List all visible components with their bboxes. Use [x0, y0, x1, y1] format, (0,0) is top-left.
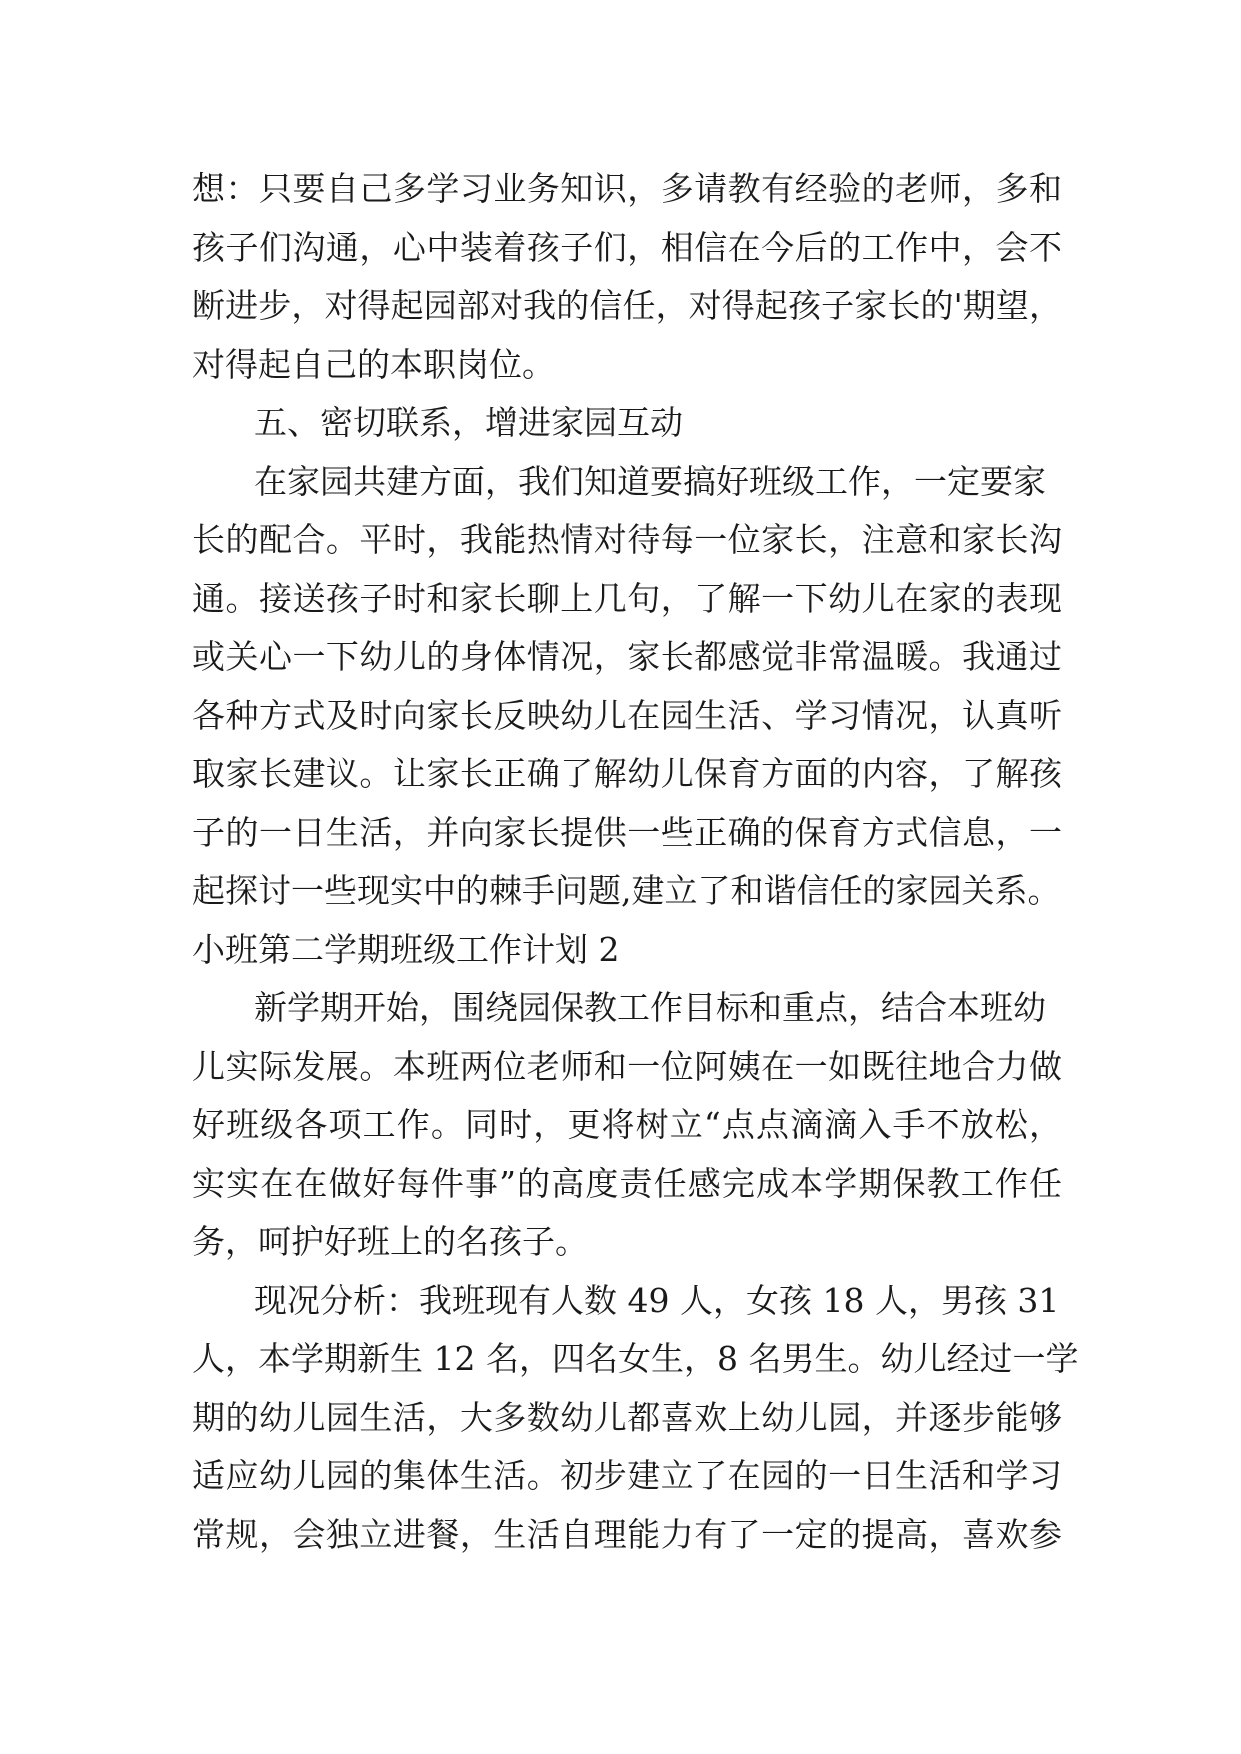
text-line: 长的配合。平时，我能热情对待每一位家长，注意和家长沟: [192, 520, 1062, 559]
text-line: 在家园共建方面，我们知道要搞好班级工作，一定要家: [254, 461, 1046, 501]
text-line: 常规，会独立进餐，生活自理能力有了一定的提高，喜欢参: [192, 1514, 1062, 1554]
text-line: 期的幼儿园生活，大多数幼儿都喜欢上幼儿园，并逐步能够: [192, 1397, 1062, 1437]
section-heading: 五、密切联系，增进家园互动: [254, 403, 683, 442]
paragraph-continuation: [192, 160, 1062, 394]
text-line: 各种方式及时向家长反映幼儿在园生活、学习情况，认真听: [192, 695, 1062, 735]
paragraph-home-school: [192, 453, 1062, 921]
document-body: [192, 160, 1079, 1564]
paragraph-situation-analysis: [192, 1272, 1079, 1565]
text-line: 取家长建议。让家长正确了解幼儿保育方面的内容，了解孩: [192, 754, 1062, 793]
text-line: 或关心一下幼儿的身体情况，家长都感觉非常温暖。我通过: [192, 637, 1062, 676]
text-line: 通。接送孩子时和家长聊上几句，了解一下幼儿在家的表现: [192, 578, 1062, 618]
text-line: 想：只要自己多学习业务知识，多请教有经验的老师，多和: [192, 169, 1062, 208]
paragraph-new-semester: [192, 979, 1062, 1272]
text-line: 现况分析：我班现有人数 49 人，女孩 18 人，男孩 31: [254, 1280, 1060, 1320]
text-line: 儿实际发展。本班两位老师和一位阿姨在一如既往地合力做: [192, 1046, 1062, 1086]
text-line: 孩子们沟通，心中装着孩子们，相信在今后的工作中，会不: [192, 227, 1062, 267]
text-line: 子的一日生活，并向家长提供一些正确的保育方式信息，一: [192, 812, 1062, 852]
text-line: 实实在在做好每件事”的高度责任感完成本学期保教工作任: [192, 1163, 1062, 1203]
document-title: 小班第二学期班级工作计划 2: [192, 929, 620, 969]
text-line: 适应幼儿园的集体生活。初步建立了在园的一日生活和学习: [192, 1456, 1062, 1495]
text-line: 务，呵护好班上的名孩子。: [192, 1222, 588, 1261]
text-line: 人，本学期新生 12 名，四名女生，8 名男生。幼儿经过一学: [192, 1339, 1079, 1378]
text-line: 对得起自己的本职岗位。: [192, 344, 555, 384]
text-line: 新学期开始，围绕园保教工作目标和重点，结合本班幼: [254, 988, 1046, 1027]
text-line: 断进步，对得起园部对我的信任，对得起孩子家长的'期望，: [192, 286, 1062, 325]
text-line: 好班级各项工作。同时，更将树立“点点滴滴入手不放松，: [192, 1105, 1062, 1144]
text-line: 起探讨一些现实中的棘手问题,建立了和谐信任的家园关系。: [192, 871, 1061, 910]
